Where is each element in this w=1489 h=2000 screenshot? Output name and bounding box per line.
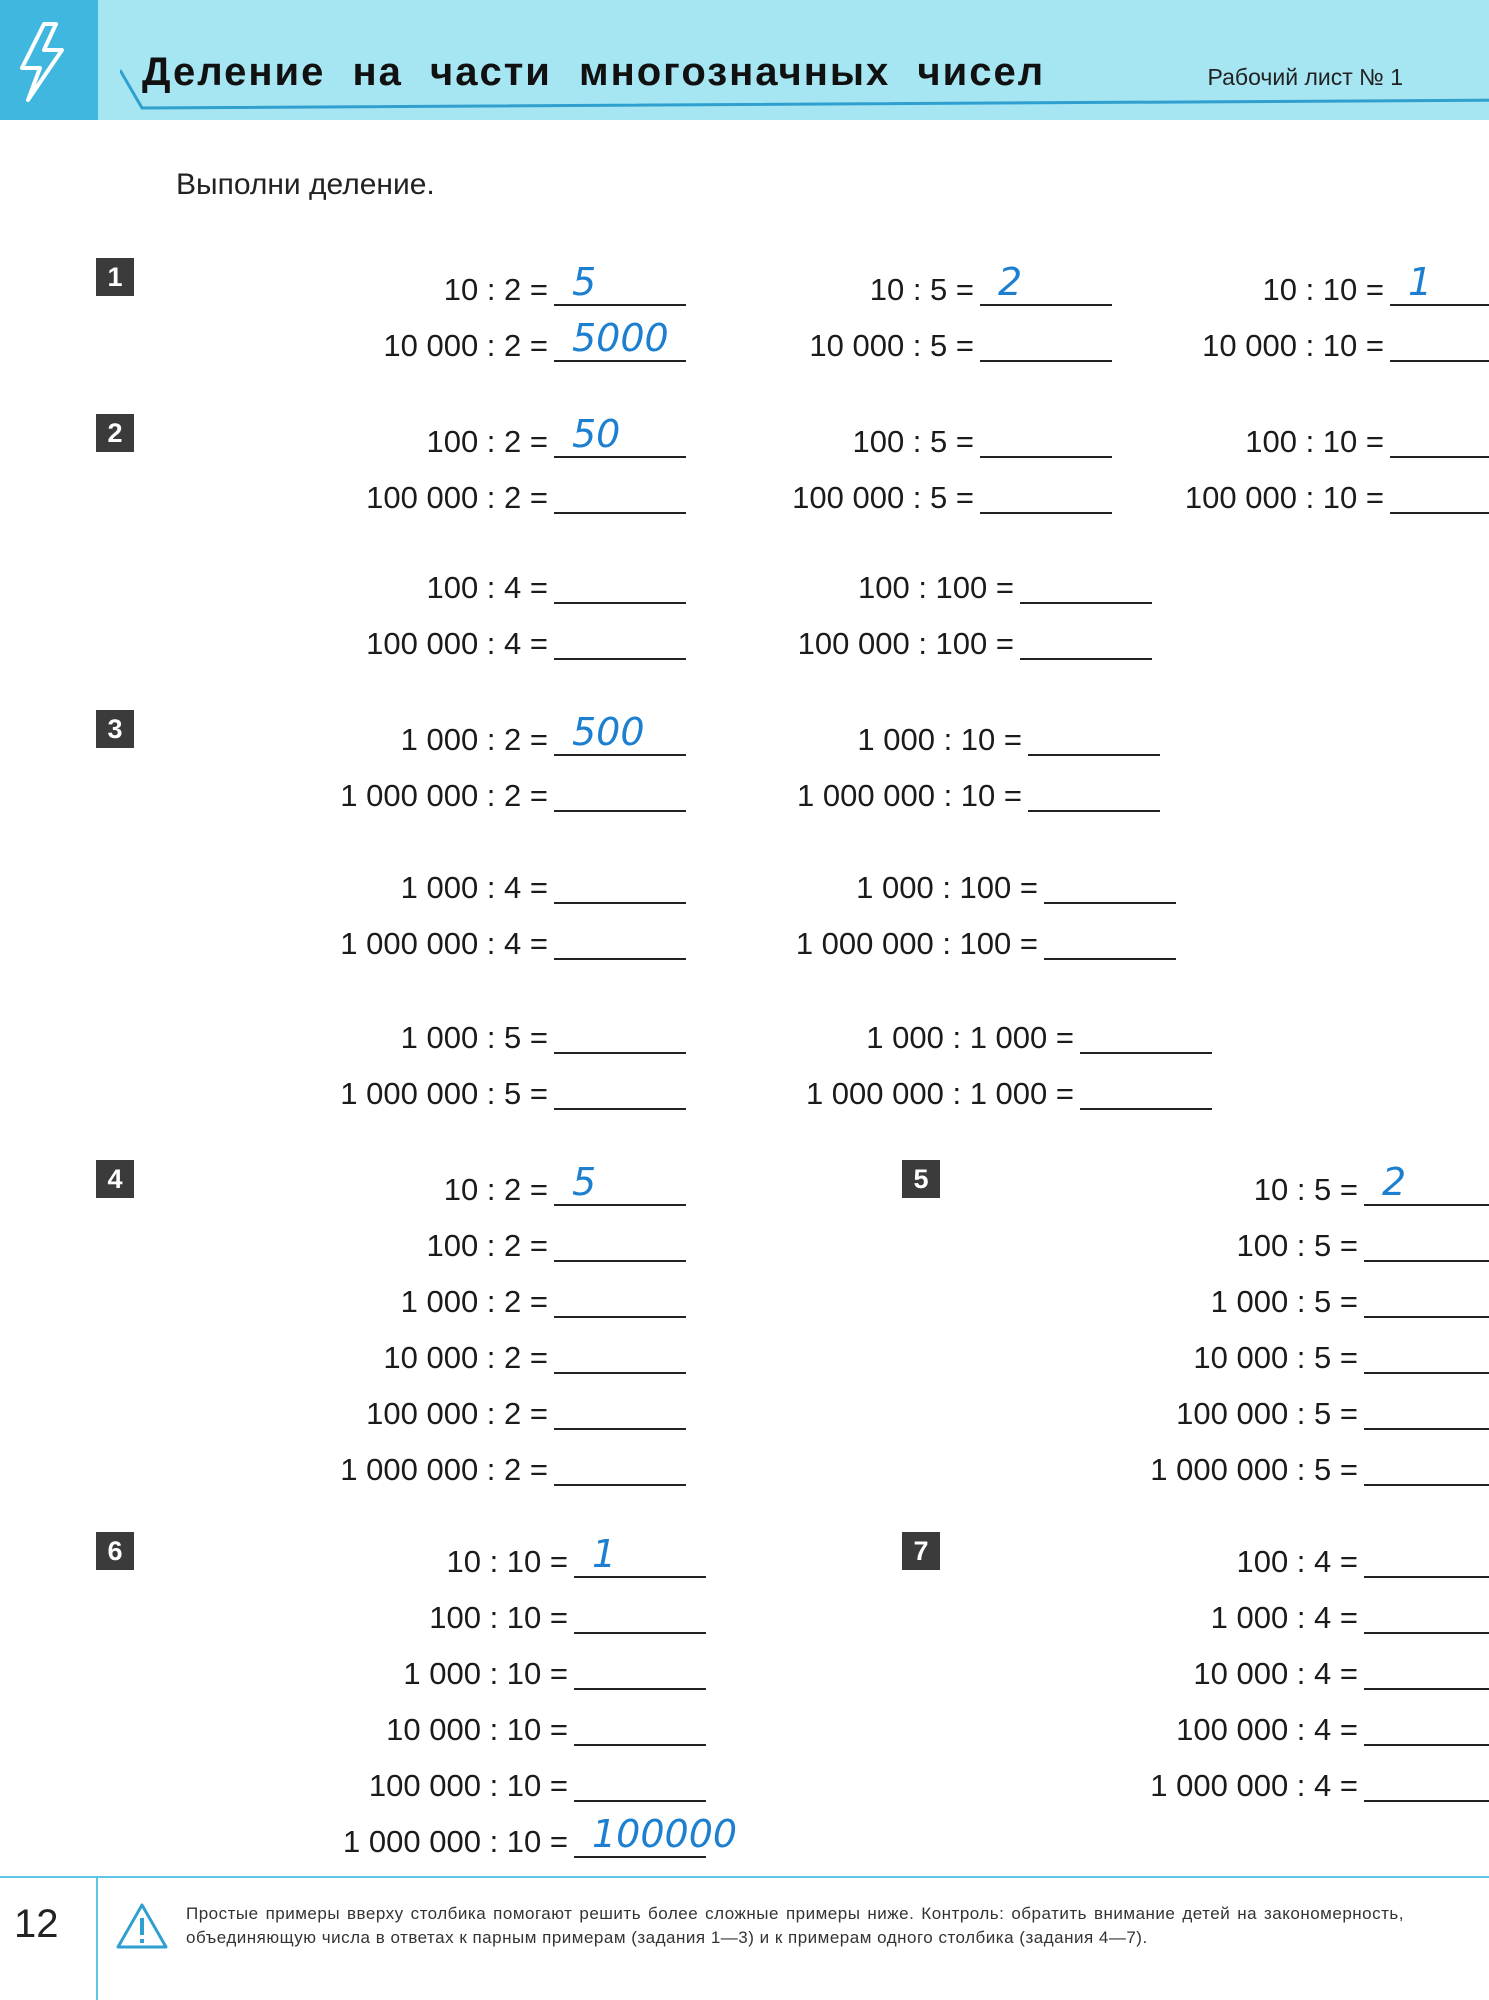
- division-expression: 100 000 : 2 =: [366, 1396, 548, 1431]
- handwritten-answer: 50: [572, 412, 621, 456]
- answer-field[interactable]: [574, 1804, 738, 1858]
- division-expression: 1 000 000 : 10 =: [343, 1824, 568, 1859]
- division-expression: 1 000 000 : 5 =: [1150, 1452, 1358, 1487]
- answer-field[interactable]: [1028, 702, 1160, 756]
- teacher-note: Простые примеры вверху столбика помогают решить более сложные примеры ниже. Контроль: обратить внимание детей на закономерность, объединяющую числа в ответах к парным примерам (задания 1—3) и к примерам одного столбика (задания 4—7).: [186, 1904, 1404, 1947]
- header-corner: [0, 0, 98, 120]
- answer-field[interactable]: [980, 404, 1112, 458]
- answer-field[interactable]: [574, 1748, 706, 1802]
- handwritten-answer: 1: [1408, 260, 1433, 304]
- division-expression: 100 : 5 =: [1236, 1228, 1358, 1263]
- division-expression: 100 000 : 100 =: [797, 626, 1014, 661]
- answer-field[interactable]: [1364, 1748, 1489, 1802]
- handwritten-answer: 2: [1382, 1160, 1407, 1204]
- answer-field[interactable]: [554, 550, 686, 604]
- task-number-badge: 6: [96, 1532, 134, 1570]
- division-expression: 1 000 : 4 =: [1210, 1600, 1358, 1635]
- answer-field[interactable]: [1364, 1432, 1489, 1486]
- division-expression: 100 : 10 =: [1245, 424, 1384, 459]
- answer-field[interactable]: [554, 252, 686, 306]
- answer-field[interactable]: [980, 252, 1112, 306]
- warning-icon: [116, 1902, 168, 1950]
- division-expression: 100 000 : 5 =: [1176, 1396, 1358, 1431]
- answer-field[interactable]: [1364, 1692, 1489, 1746]
- handwritten-answer: 5: [572, 1160, 597, 1204]
- answer-field[interactable]: [1390, 252, 1489, 306]
- answer-field[interactable]: [574, 1692, 706, 1746]
- division-expression: 10 000 : 10 =: [386, 1712, 568, 1747]
- answer-field[interactable]: [1028, 758, 1160, 812]
- footer-vertical-divider: [96, 1876, 98, 2000]
- handwritten-answer: 100000: [592, 1812, 738, 1856]
- division-expression: 100 000 : 10 =: [368, 1768, 568, 1803]
- answer-field[interactable]: [574, 1580, 706, 1634]
- answer-field[interactable]: [1364, 1264, 1489, 1318]
- division-expression: 10 000 : 2 =: [383, 328, 548, 363]
- answer-field[interactable]: [554, 1056, 686, 1110]
- division-expression: 100 000 : 10 =: [1184, 480, 1384, 515]
- division-expression: 1 000 000 : 1 000 =: [805, 1076, 1074, 1111]
- task-number-badge: 5: [902, 1160, 940, 1198]
- answer-field[interactable]: [1020, 550, 1152, 604]
- division-expression: 1 000 000 : 4 =: [340, 926, 548, 961]
- answer-field[interactable]: [554, 1320, 686, 1374]
- answer-field[interactable]: [554, 906, 686, 960]
- answer-field[interactable]: [1364, 1320, 1489, 1374]
- answer-field[interactable]: [1080, 1000, 1212, 1054]
- task-number-badge: 1: [96, 258, 134, 296]
- division-expression: 1 000 : 100 =: [856, 870, 1038, 905]
- answer-field[interactable]: [1364, 1376, 1489, 1430]
- division-expression: 10 : 5 =: [869, 272, 974, 307]
- lightning-icon: [14, 22, 70, 102]
- division-expression: 1 000 000 : 5 =: [340, 1076, 548, 1111]
- answer-field[interactable]: [574, 1636, 706, 1690]
- answer-field[interactable]: [554, 1152, 686, 1206]
- division-expression: 100 000 : 4 =: [1176, 1712, 1358, 1747]
- division-expression: 10 000 : 5 =: [809, 328, 974, 363]
- handwritten-answer: 1: [592, 1532, 617, 1576]
- division-expression: 10 : 10 =: [446, 1544, 568, 1579]
- handwritten-answer: 2: [998, 260, 1023, 304]
- division-expression: 1 000 000 : 4 =: [1150, 1768, 1358, 1803]
- page-number: 12: [14, 1902, 59, 1946]
- answer-field[interactable]: [1080, 1056, 1212, 1110]
- answer-field[interactable]: [554, 460, 686, 514]
- answer-field[interactable]: [1364, 1580, 1489, 1634]
- division-expression: 100 : 4 =: [426, 570, 548, 605]
- division-expression: 1 000 : 10 =: [857, 722, 1022, 757]
- division-expression: 10 000 : 2 =: [383, 1340, 548, 1375]
- answer-field[interactable]: [1364, 1636, 1489, 1690]
- division-expression: 100 000 : 2 =: [366, 480, 548, 515]
- instruction: Выполни деление.: [176, 168, 435, 201]
- division-expression: 100 : 10 =: [429, 1600, 568, 1635]
- division-expression: 100 : 4 =: [1236, 1544, 1358, 1579]
- task-number-badge: 4: [96, 1160, 134, 1198]
- division-expression: 100 : 2 =: [426, 424, 548, 459]
- handwritten-answer: 5000: [572, 316, 669, 360]
- division-expression: 100 000 : 4 =: [366, 626, 548, 661]
- division-expression: 10 000 : 10 =: [1202, 328, 1384, 363]
- division-expression: 1 000 000 : 2 =: [340, 778, 548, 813]
- division-expression: 1 000 000 : 100 =: [795, 926, 1038, 961]
- answer-field[interactable]: [554, 702, 686, 756]
- answer-field[interactable]: [554, 1208, 686, 1262]
- answer-field[interactable]: [980, 460, 1112, 514]
- answer-field[interactable]: [554, 1264, 686, 1318]
- division-expression: 10 : 2 =: [443, 272, 548, 307]
- task-number-badge: 7: [902, 1532, 940, 1570]
- division-expression: 1 000 : 2 =: [400, 1284, 548, 1319]
- division-expression: 1 000 : 2 =: [400, 722, 548, 757]
- division-expression: 10 000 : 4 =: [1193, 1656, 1358, 1691]
- division-expression: 1 000 : 10 =: [403, 1656, 568, 1691]
- page-title: Деление на части многозначных чисел: [142, 50, 1046, 94]
- task-number-badge: 3: [96, 710, 134, 748]
- sheet-label: Рабочий лист № 1: [1207, 64, 1403, 90]
- answer-field[interactable]: [554, 1432, 686, 1486]
- answer-field[interactable]: [554, 308, 686, 362]
- division-expression: 100 : 2 =: [426, 1228, 548, 1263]
- header-band: [0, 0, 1489, 120]
- footer-divider: [0, 1876, 1489, 1878]
- answer-field[interactable]: [554, 1000, 686, 1054]
- answer-field[interactable]: [554, 1376, 686, 1430]
- answer-field[interactable]: [1364, 1208, 1489, 1262]
- answer-field[interactable]: [1044, 906, 1176, 960]
- answer-field[interactable]: [574, 1524, 706, 1578]
- answer-field[interactable]: [554, 404, 686, 458]
- answer-field[interactable]: [1020, 606, 1152, 660]
- division-expression: 1 000 : 5 =: [1210, 1284, 1358, 1319]
- division-expression: 100 000 : 5 =: [792, 480, 974, 515]
- division-expression: 1 000 000 : 10 =: [797, 778, 1022, 813]
- answer-field[interactable]: [1390, 308, 1489, 362]
- division-expression: 100 : 5 =: [852, 424, 974, 459]
- answer-field[interactable]: [1390, 404, 1489, 458]
- answer-field[interactable]: [980, 308, 1112, 362]
- division-expression: 1 000 : 4 =: [400, 870, 548, 905]
- division-expression: 10 : 2 =: [443, 1172, 548, 1207]
- handwritten-answer: 5: [572, 260, 597, 304]
- division-expression: 100 : 100 =: [858, 570, 1014, 605]
- answer-field[interactable]: [1364, 1524, 1489, 1578]
- handwritten-answer: 500: [572, 710, 645, 754]
- division-expression: 10 : 10 =: [1262, 272, 1384, 307]
- answer-field[interactable]: [554, 606, 686, 660]
- division-expression: 10 000 : 5 =: [1193, 1340, 1358, 1375]
- division-expression: 10 : 5 =: [1253, 1172, 1358, 1207]
- answer-field[interactable]: [1044, 850, 1176, 904]
- division-expression: 1 000 : 1 000 =: [866, 1020, 1074, 1055]
- task-number-badge: 2: [96, 414, 134, 452]
- division-expression: 1 000 000 : 2 =: [340, 1452, 548, 1487]
- answer-field[interactable]: [554, 850, 686, 904]
- answer-field[interactable]: [554, 758, 686, 812]
- answer-field[interactable]: [1364, 1152, 1489, 1206]
- division-expression: 1 000 : 5 =: [400, 1020, 548, 1055]
- answer-field[interactable]: [1390, 460, 1489, 514]
